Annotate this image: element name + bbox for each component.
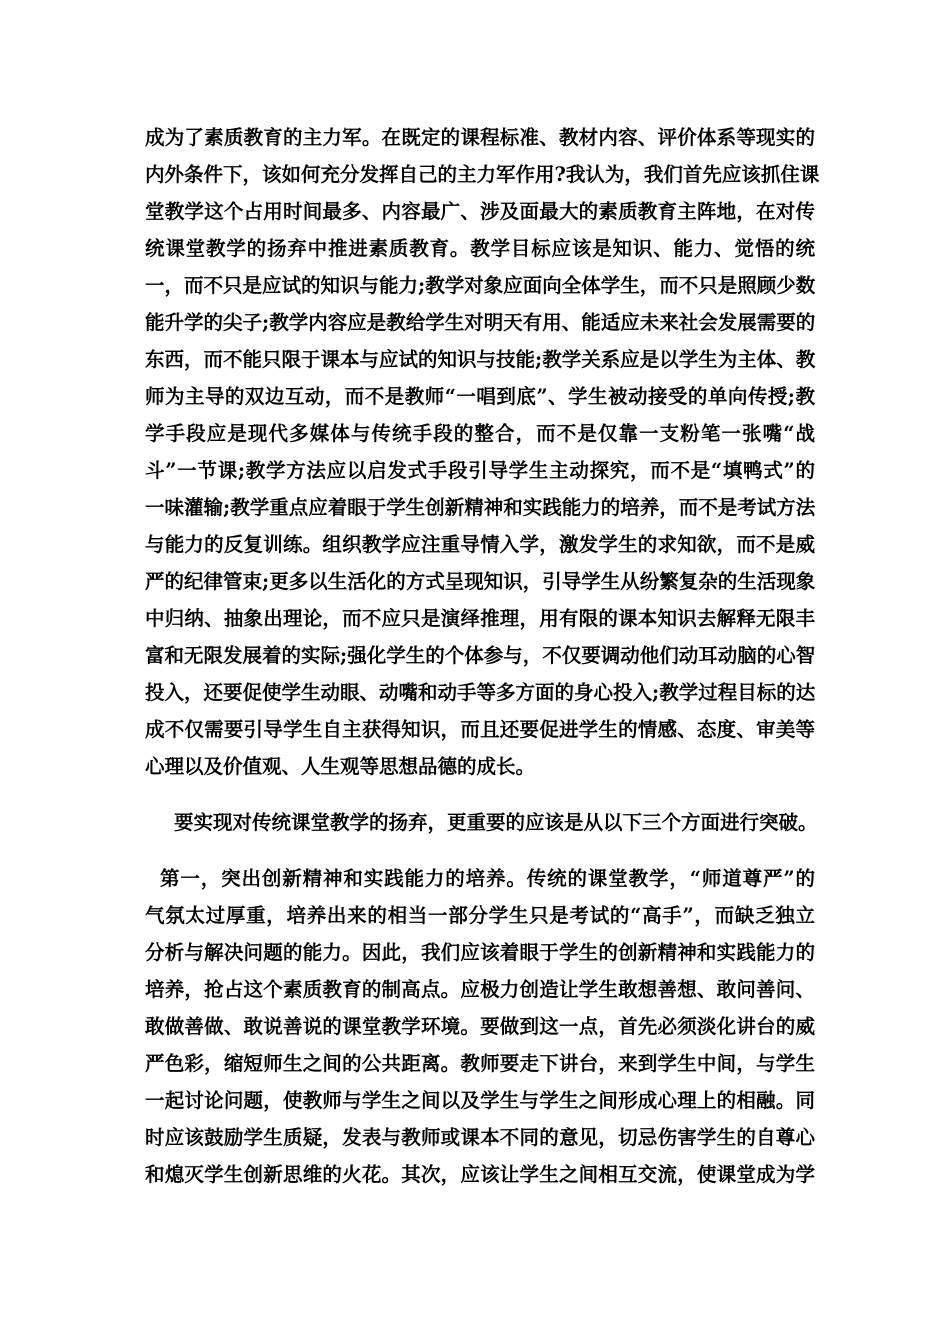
paragraph-3-line: 气氛太过厚重，培养出来的相当一部分学生只是考试的“高手”，而缺乏独立 [145,904,815,927]
paragraph-3-line: 分析与解决问题的能力。因此，我们应该着眼于学生的创新精神和实践能力的 [145,941,815,964]
paragraph-3-line: 敢做善做、敢说善说的课堂教学环境。要做到这一点，首先必须淡化讲台的威 [145,1015,815,1038]
paragraph-1-line: 成为了素质教育的主力军。在既定的课程标准、教材内容、评价体系等现实的 [145,126,815,149]
paragraph-3-line: 和熄灭学生创新思维的火花。其次，应该让学生之间相互交流，使课堂成为学 [145,1163,815,1186]
paragraph-1-line: 堂教学这个占用时间最多、内容最广、涉及面最大的素质教育主阵地，在对传 [145,200,815,223]
paragraph-3-line: 严色彩，缩短师生之间的公共距离。教师要走下讲台，来到学生中间，与学生 [145,1052,815,1075]
paragraph-3-line: 一起讨论问题，使教师与学生之间以及学生与学生之间形成心理上的相融。同 [145,1089,815,1112]
paragraph-1-line: 内外条件下，该如何充分发挥自己的主力军作用?我认为，我们首先应该抓住课 [145,163,820,186]
paragraph-1-line: 投入，还要促使学生动眼、动嘴和动手等多方面的身心投入;教学过程目标的达 [145,681,816,704]
paragraph-1-line: 一，而不只是应试的知识与能力;教学对象应面向全体学生，而不只是照顾少数 [145,274,816,297]
paragraph-1-line: 心理以及价值观、人生观等思想品德的成长。 [145,755,536,778]
paragraph-1-line: 斗”一节课;教学方法应以启发式手段引导学生主动探究，而不是“填鸭式”的 [145,459,815,482]
paragraph-1-line: 与能力的反复训练。组织教学应注重导情入学，激发学生的求知欲，而不是威 [145,533,815,556]
paragraph-1-line: 师为主导的双边互动，而不是教师“一唱到底”、学生被动接受的单向传授;教 [145,385,815,408]
paragraph-1-line: 中归纳、抽象出理论，而不应只是演绎推理，用有限的课本知识去解释无限丰 [145,607,815,630]
paragraph-2-line: 要实现对传统课堂教学的扬弃，更重要的应该是从以下三个方面进行突破。 [174,811,818,834]
paragraph-3-line: 时应该鼓励学生质疑，发表与教师或课本不同的意见，切忌伤害学生的自尊心 [145,1126,815,1149]
paragraph-1-line: 严的纪律管束;更多以生活化的方式呈现知识，引导学生从纷繁复杂的生活现象 [145,570,816,593]
paragraph-1-line: 东西，而不能只限于课本与应试的知识与技能;教学关系应是以学生为主体、教 [145,348,816,371]
paragraph-1-line: 一味灌输;教学重点应着眼于学生创新精神和实践能力的培养，而不是考试方法 [145,496,816,519]
paragraph-3-line: 第一，突出创新精神和实践能力的培养。传统的课堂教学，“师道尊严”的 [160,867,815,890]
paragraph-1-line: 学手段应是现代多媒体与传统手段的整合，而不是仅靠一支粉笔一张嘴“战 [145,422,815,445]
paragraph-1-line: 富和无限发展着的实际;强化学生的个体参与，不仅要调动他们动耳动脑的心智 [145,644,816,667]
paragraph-1-line: 能升学的尖子;教学内容应是教给学生对明天有用、能适应未来社会发展需要的 [145,311,816,334]
paragraph-1-line: 统课堂教学的扬弃中推进素质教育。教学目标应该是知识、能力、觉悟的统 [145,237,815,260]
paragraph-3-line: 培养，抢占这个素质教育的制高点。应极力创造让学生敢想善想、敢问善问、 [145,978,815,1001]
paragraph-1-line: 成不仅需要引导学生自主获得知识，而且还要促进学生的情感、态度、审美等 [145,718,815,741]
